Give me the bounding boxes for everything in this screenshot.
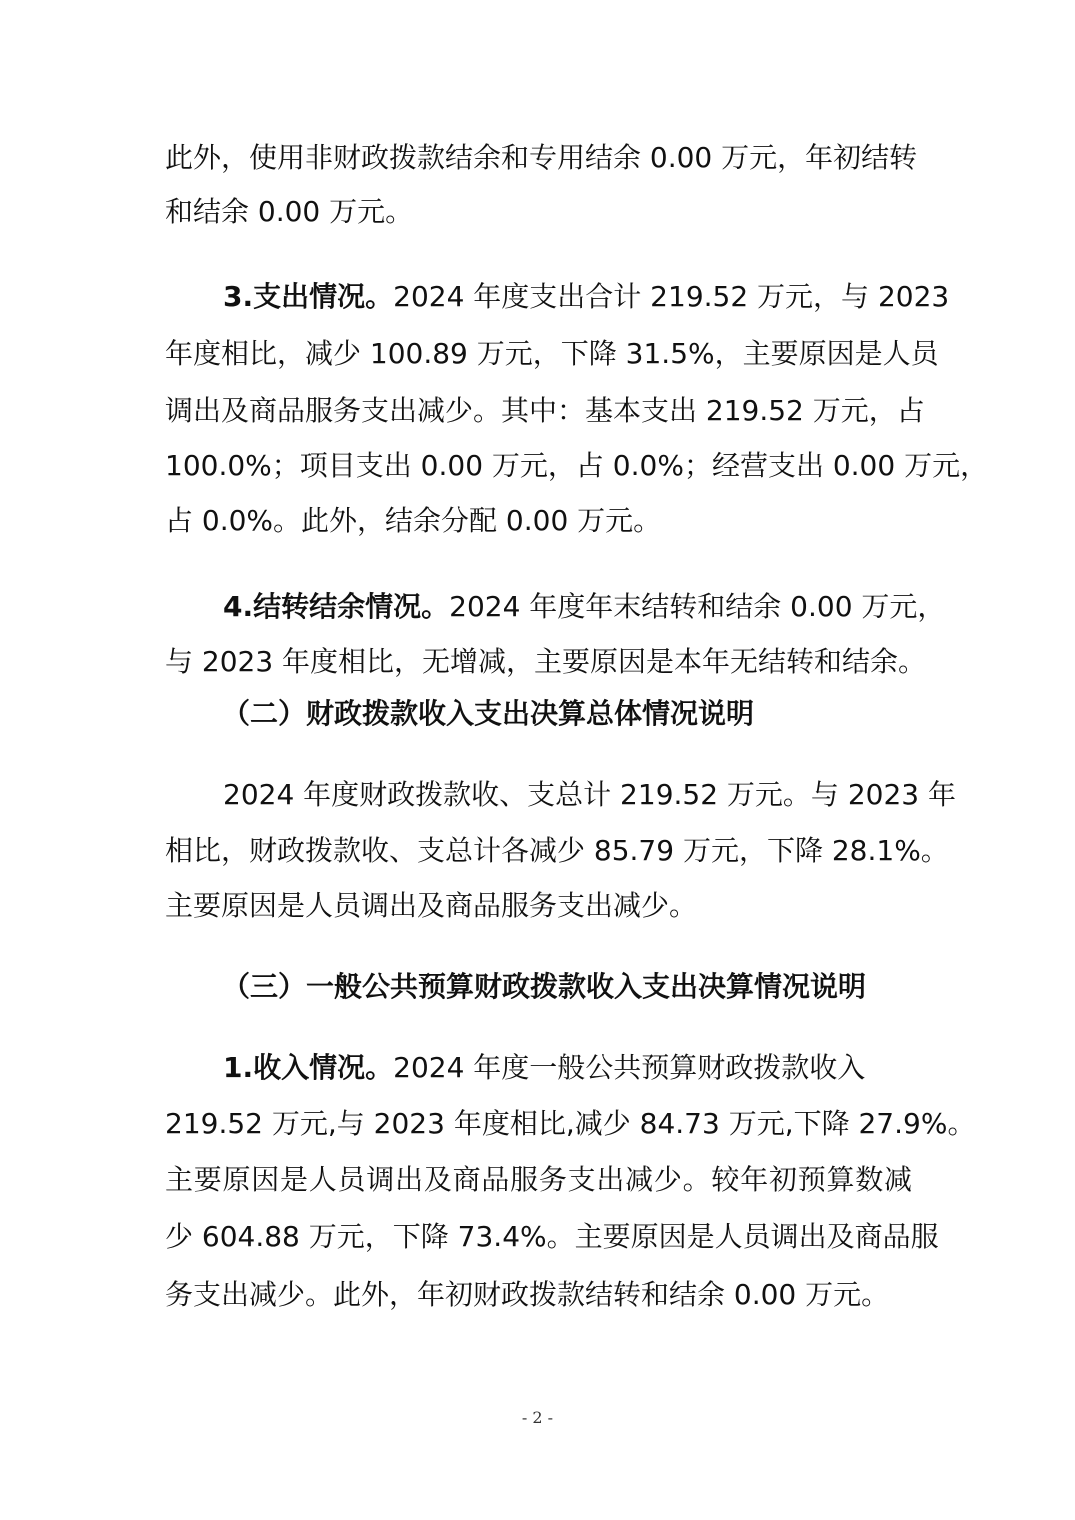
text-line: 占 0.0%。此外，结余分配 0.00 万元。 — [165, 504, 662, 537]
text-line: 和结余 0.00 万元。 — [165, 195, 414, 228]
text-line: 219.52 万元,与 2023 年度相比,减少 84.73 万元,下降 27.9%。 — [165, 1107, 976, 1140]
text-run: 2024 年度一般公共预算财政拨款收入 — [393, 1051, 866, 1084]
text-line: 年度相比，减少 100.89 万元，下降 31.5%，主要原因是人员 — [165, 337, 939, 370]
text-line: 主要原因是人员调出及商品服务支出减少。较年初预算数减 — [165, 1163, 912, 1196]
text-line: 调出及商品服务支出减少。其中：基本支出 219.52 万元，占 — [165, 394, 925, 427]
text-line — [165, 279, 950, 315]
text-line: 此外，使用非财政拨款结余和专用结余 0.00 万元，年初结转 — [165, 141, 918, 174]
text-line — [165, 1050, 912, 1086]
text-line: 主要原因是人员调出及商品服务支出减少。 — [165, 889, 698, 922]
text-line: 与 2023 年度相比，无增减，主要原因是本年无结转和结余。 — [165, 645, 927, 678]
section-heading-3: （三）一般公共预算财政拨款收入支出决算情况说明 — [222, 970, 867, 1003]
text-run: 2024 年度年末结转和结余 0.00 万元， — [449, 590, 946, 623]
text-line: 少 604.88 万元，下降 73.4%。主要原因是人员调出及商品服 — [165, 1220, 939, 1253]
text-run: 2024 年度支出合计 219.52 万元，与 2023 — [393, 280, 950, 313]
section-lead: 1.收入情况。 — [223, 1051, 394, 1084]
section-heading-2: （二）财政拨款收入支出决算总体情况说明 — [222, 697, 755, 730]
section-lead: 4.结转结余情况。 — [223, 590, 450, 623]
text-line: 100.0%；项目支出 0.00 万元，占 0.0%；经营支出 0.00 万元， — [165, 449, 989, 482]
text-line — [165, 589, 946, 625]
section-lead: 3.支出情况。 — [223, 280, 394, 313]
text-line: 2024 年度财政拨款收、支总计 219.52 万元。与 2023 年 — [223, 778, 956, 811]
page-number: - 2 - — [521, 1408, 554, 1427]
text-line: 相比，财政拨款收、支总计各减少 85.79 万元，下降 28.1%。 — [165, 834, 949, 867]
text-line: 务支出减少。此外，年初财政拨款结转和结余 0.00 万元。 — [165, 1278, 890, 1311]
